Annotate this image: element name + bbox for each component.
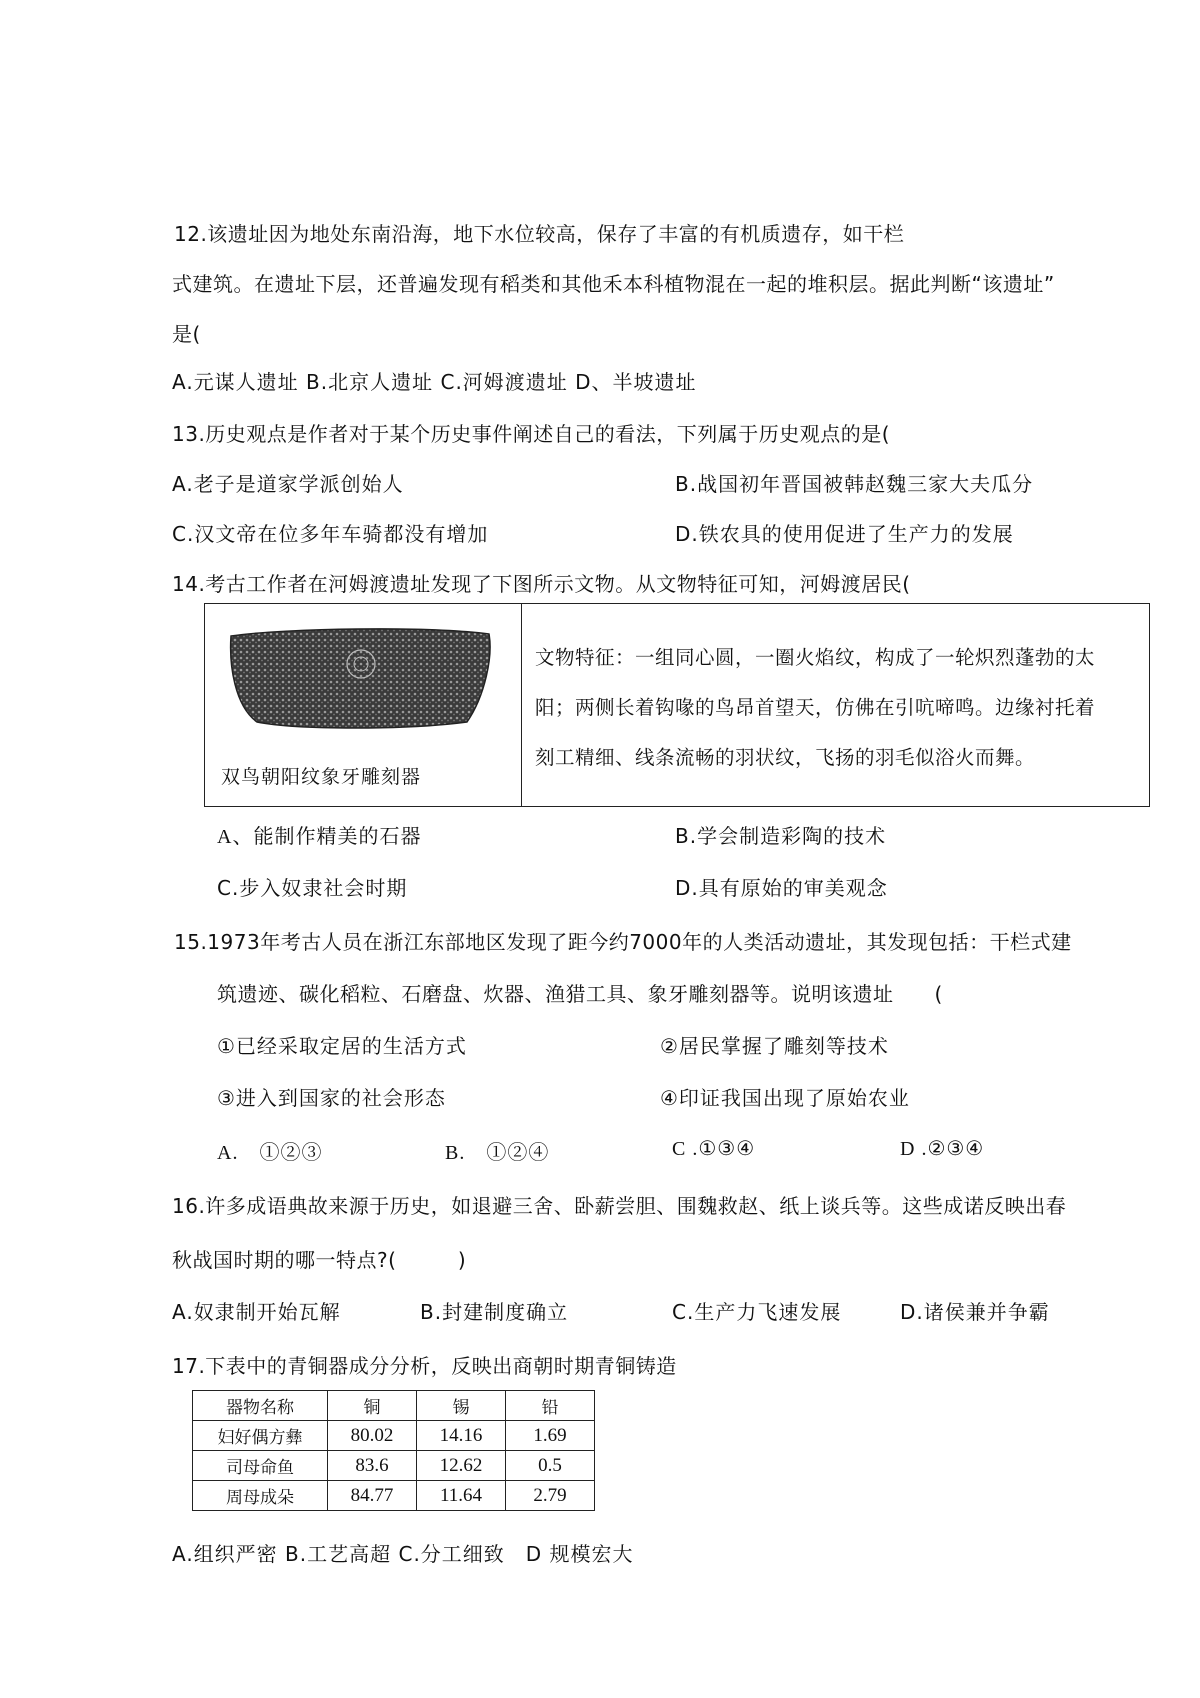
q13-option-b: B.战国初年晋国被韩赵魏三家大夫瓜分 [675, 472, 1034, 496]
q16-option-c: C.生产力飞速发展 [672, 1300, 842, 1324]
q14-artifact-box [204, 603, 1150, 807]
table-row [193, 1481, 595, 1511]
artifact-desc-line3: 刻工精细、线条流畅的羽状纹，飞扬的羽毛似浴火而舞。 [535, 746, 1036, 769]
q14-option-a: A、能制作精美的石器 [217, 826, 422, 848]
table-header: 器物名称 [193, 1391, 328, 1421]
q16-option-a: A.奴隶制开始瓦解 [172, 1300, 341, 1324]
q15-option-a: A. ①②③ [217, 1142, 323, 1164]
table-cell: 80.02 [328, 1421, 417, 1451]
q12-stem-line3: 是( [172, 322, 201, 346]
table-cell: 0.5 [506, 1451, 595, 1481]
table-cell: 11.64 [417, 1481, 506, 1511]
artifact-caption: 双鸟朝阳纹象牙雕刻器 [221, 766, 422, 788]
q12-stem-line2: 式建筑。在遗址下层，还普遍发现有稻类和其他禾本科植物混在一起的堆积层。据此判断“该遗址” [172, 272, 1055, 296]
table-header: 铜 [328, 1391, 417, 1421]
table-cell: 83.6 [328, 1451, 417, 1481]
table-cell: 2.79 [506, 1481, 595, 1511]
q16-stem-line2: 秋战国时期的哪一特点?( ) [172, 1248, 467, 1272]
table-cell: 司母命鱼 [193, 1451, 328, 1481]
q15-option-b: B. ①②④ [445, 1142, 550, 1164]
q13-option-c: C.汉文帝在位多年车骑都没有增加 [172, 522, 489, 546]
q15-statement-3: ③进入到国家的社会形态 [217, 1086, 446, 1110]
artifact-desc-line2: 阳；两侧长着钩喙的鸟昂首望天，仿佛在引吭啼鸣。边缘衬托着 [535, 696, 1096, 719]
q16-option-b: B.封建制度确立 [420, 1300, 569, 1324]
q16-stem-line1: 16.许多成语典故来源于历史，如退避三舍、卧薪尝胆、围魏救赵、纸上谈兵等。这些成诺反映出春 [172, 1194, 1067, 1218]
q15-statement-4: ④印证我国出现了原始农业 [660, 1086, 910, 1110]
artifact-desc-line1: 文物特征：一组同心圆，一圈火焰纹，构成了一轮炽烈蓬勃的太 [535, 646, 1096, 669]
table-cell: 12.62 [417, 1451, 506, 1481]
table-header: 铅 [506, 1391, 595, 1421]
q15-statement-1: ①已经采取定居的生活方式 [217, 1034, 467, 1058]
table-cell: 1.69 [506, 1421, 595, 1451]
q14-option-c: C.步入奴隶社会时期 [217, 876, 408, 900]
q13-option-d: D.铁农具的使用促进了生产力的发展 [675, 522, 1014, 546]
q17-options: A.组织严密 B.工艺高超 C.分工细致 D 规模宏大 [172, 1542, 634, 1566]
table-cell: 84.77 [328, 1481, 417, 1511]
table-header-row [193, 1391, 595, 1421]
q13-stem: 13.历史观点是作者对于某个历史事件阐述自己的看法，下列属于历史观点的是( [172, 422, 891, 446]
q15-stem-line2: 筑遗迹、碳化稻粒、石磨盘、炊器、渔猎工具、象牙雕刻器等。说明该遗址 ( [217, 982, 943, 1006]
q15-stem-line1: 15.1973年考古人员在浙江东部地区发现了距今约7000年的人类活动遗址，其发现包括：干栏式建 [174, 930, 1072, 954]
q14-stem: 14.考古工作者在河姆渡遗址发现了下图所示文物。从文物特征可知，河姆渡居民( [172, 572, 911, 596]
q15-option-c: C .①③④ [672, 1138, 756, 1160]
q12-options: A.元谋人遗址 B.北京人遗址 C.河姆渡遗址 D、半坡遗址 [172, 370, 697, 394]
q15-statement-2: ②居民掌握了雕刻等技术 [660, 1034, 889, 1058]
table-cell: 妇好偶方彝 [193, 1421, 328, 1451]
table-row [193, 1451, 595, 1481]
q15-option-d: D .②③④ [900, 1138, 985, 1160]
ivory-carving-image [227, 626, 495, 730]
q13-option-a: A.老子是道家学派创始人 [172, 472, 404, 496]
table-cell: 周母成朵 [193, 1481, 328, 1511]
box-divider [521, 604, 522, 806]
q16-option-d: D.诸侯兼并争霸 [900, 1300, 1050, 1324]
q12-stem-line1: 12.该遗址因为地处东南沿海，地下水位较高，保存了丰富的有机质遗存，如干栏 [174, 222, 905, 246]
table-cell: 14.16 [417, 1421, 506, 1451]
q17-stem: 17.下表中的青铜器成分分析，反映出商朝时期青铜铸造 [172, 1354, 677, 1378]
q14-option-b: B.学会制造彩陶的技术 [675, 824, 887, 848]
table-row [193, 1421, 595, 1451]
bronze-composition-table [192, 1390, 595, 1511]
q14-option-d: D.具有原始的审美观念 [675, 876, 888, 900]
table-header: 锡 [417, 1391, 506, 1421]
